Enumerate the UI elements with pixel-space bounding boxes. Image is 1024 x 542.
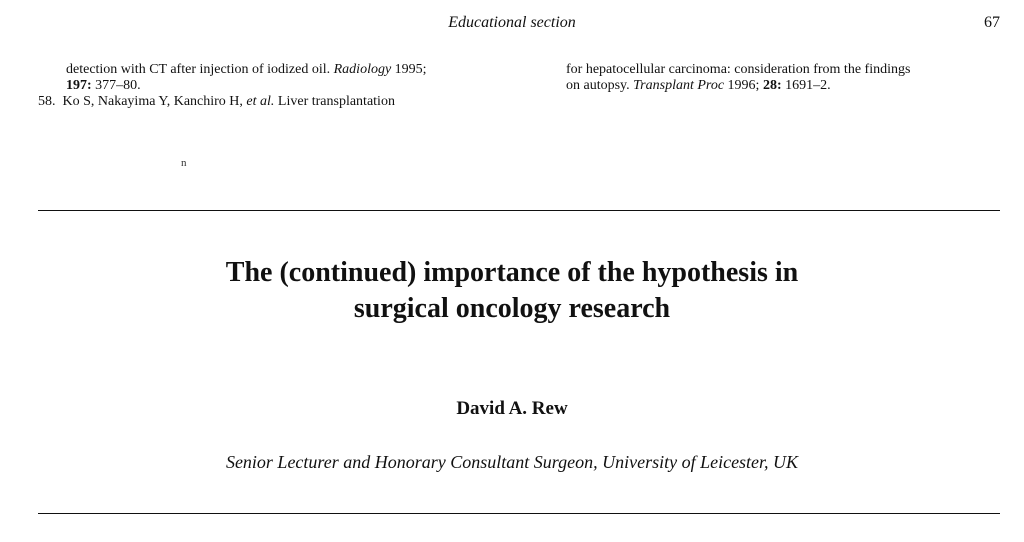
reference-57-pages: 377–80. (91, 78, 141, 93)
reference-58-authors: Ko S, Nakayima Y, Kanchiro H, (62, 94, 247, 109)
reference-57-line-1 (38, 62, 518, 78)
author-affiliation: Senior Lecturer and Honorary Consultant Surgeon, University of Leicester, UK (225, 452, 799, 472)
article-title (0, 255, 1024, 327)
reference-58-volume: 28: (762, 78, 782, 93)
reference-57-text: detection with CT after injection of iodized oil. (66, 62, 334, 77)
page-number: 67 (984, 14, 1000, 31)
stray-mark: n (181, 157, 187, 169)
article-title-line-1: The (continued) importance of the hypothesis in (225, 257, 799, 288)
reference-58-title: Liver transplantation (274, 94, 395, 109)
reference-58 (38, 94, 518, 110)
reference-58-year: 1996; (724, 78, 763, 93)
reference-list-left-column (38, 62, 518, 110)
article-title-line-2: surgical oncology research (353, 293, 671, 324)
reference-list-right-column (566, 62, 1006, 94)
reference-58-pages: 1691–2. (781, 78, 831, 93)
reference-57-journal: Radiology (333, 62, 392, 77)
section-divider-bottom (38, 513, 1000, 514)
reference-58-journal: Transplant Proc (633, 78, 725, 93)
reference-58-continued-line-1: for hepatocellular carcinoma: consideration from the findings (566, 62, 911, 77)
reference-58-continued-text: on autopsy. (566, 78, 634, 93)
reference-57-year: 1995; (391, 62, 427, 77)
reference-57-volume: 197: (66, 78, 92, 93)
reference-57-line-2 (38, 78, 518, 94)
running-head: Educational section (448, 14, 576, 31)
reference-58-continued-line-2 (566, 78, 1006, 94)
section-divider-top (38, 210, 1000, 211)
article-author: David A. Rew (456, 398, 568, 419)
reference-58-et-al: et al. (246, 94, 275, 109)
reference-58-number: 58. (38, 94, 56, 109)
